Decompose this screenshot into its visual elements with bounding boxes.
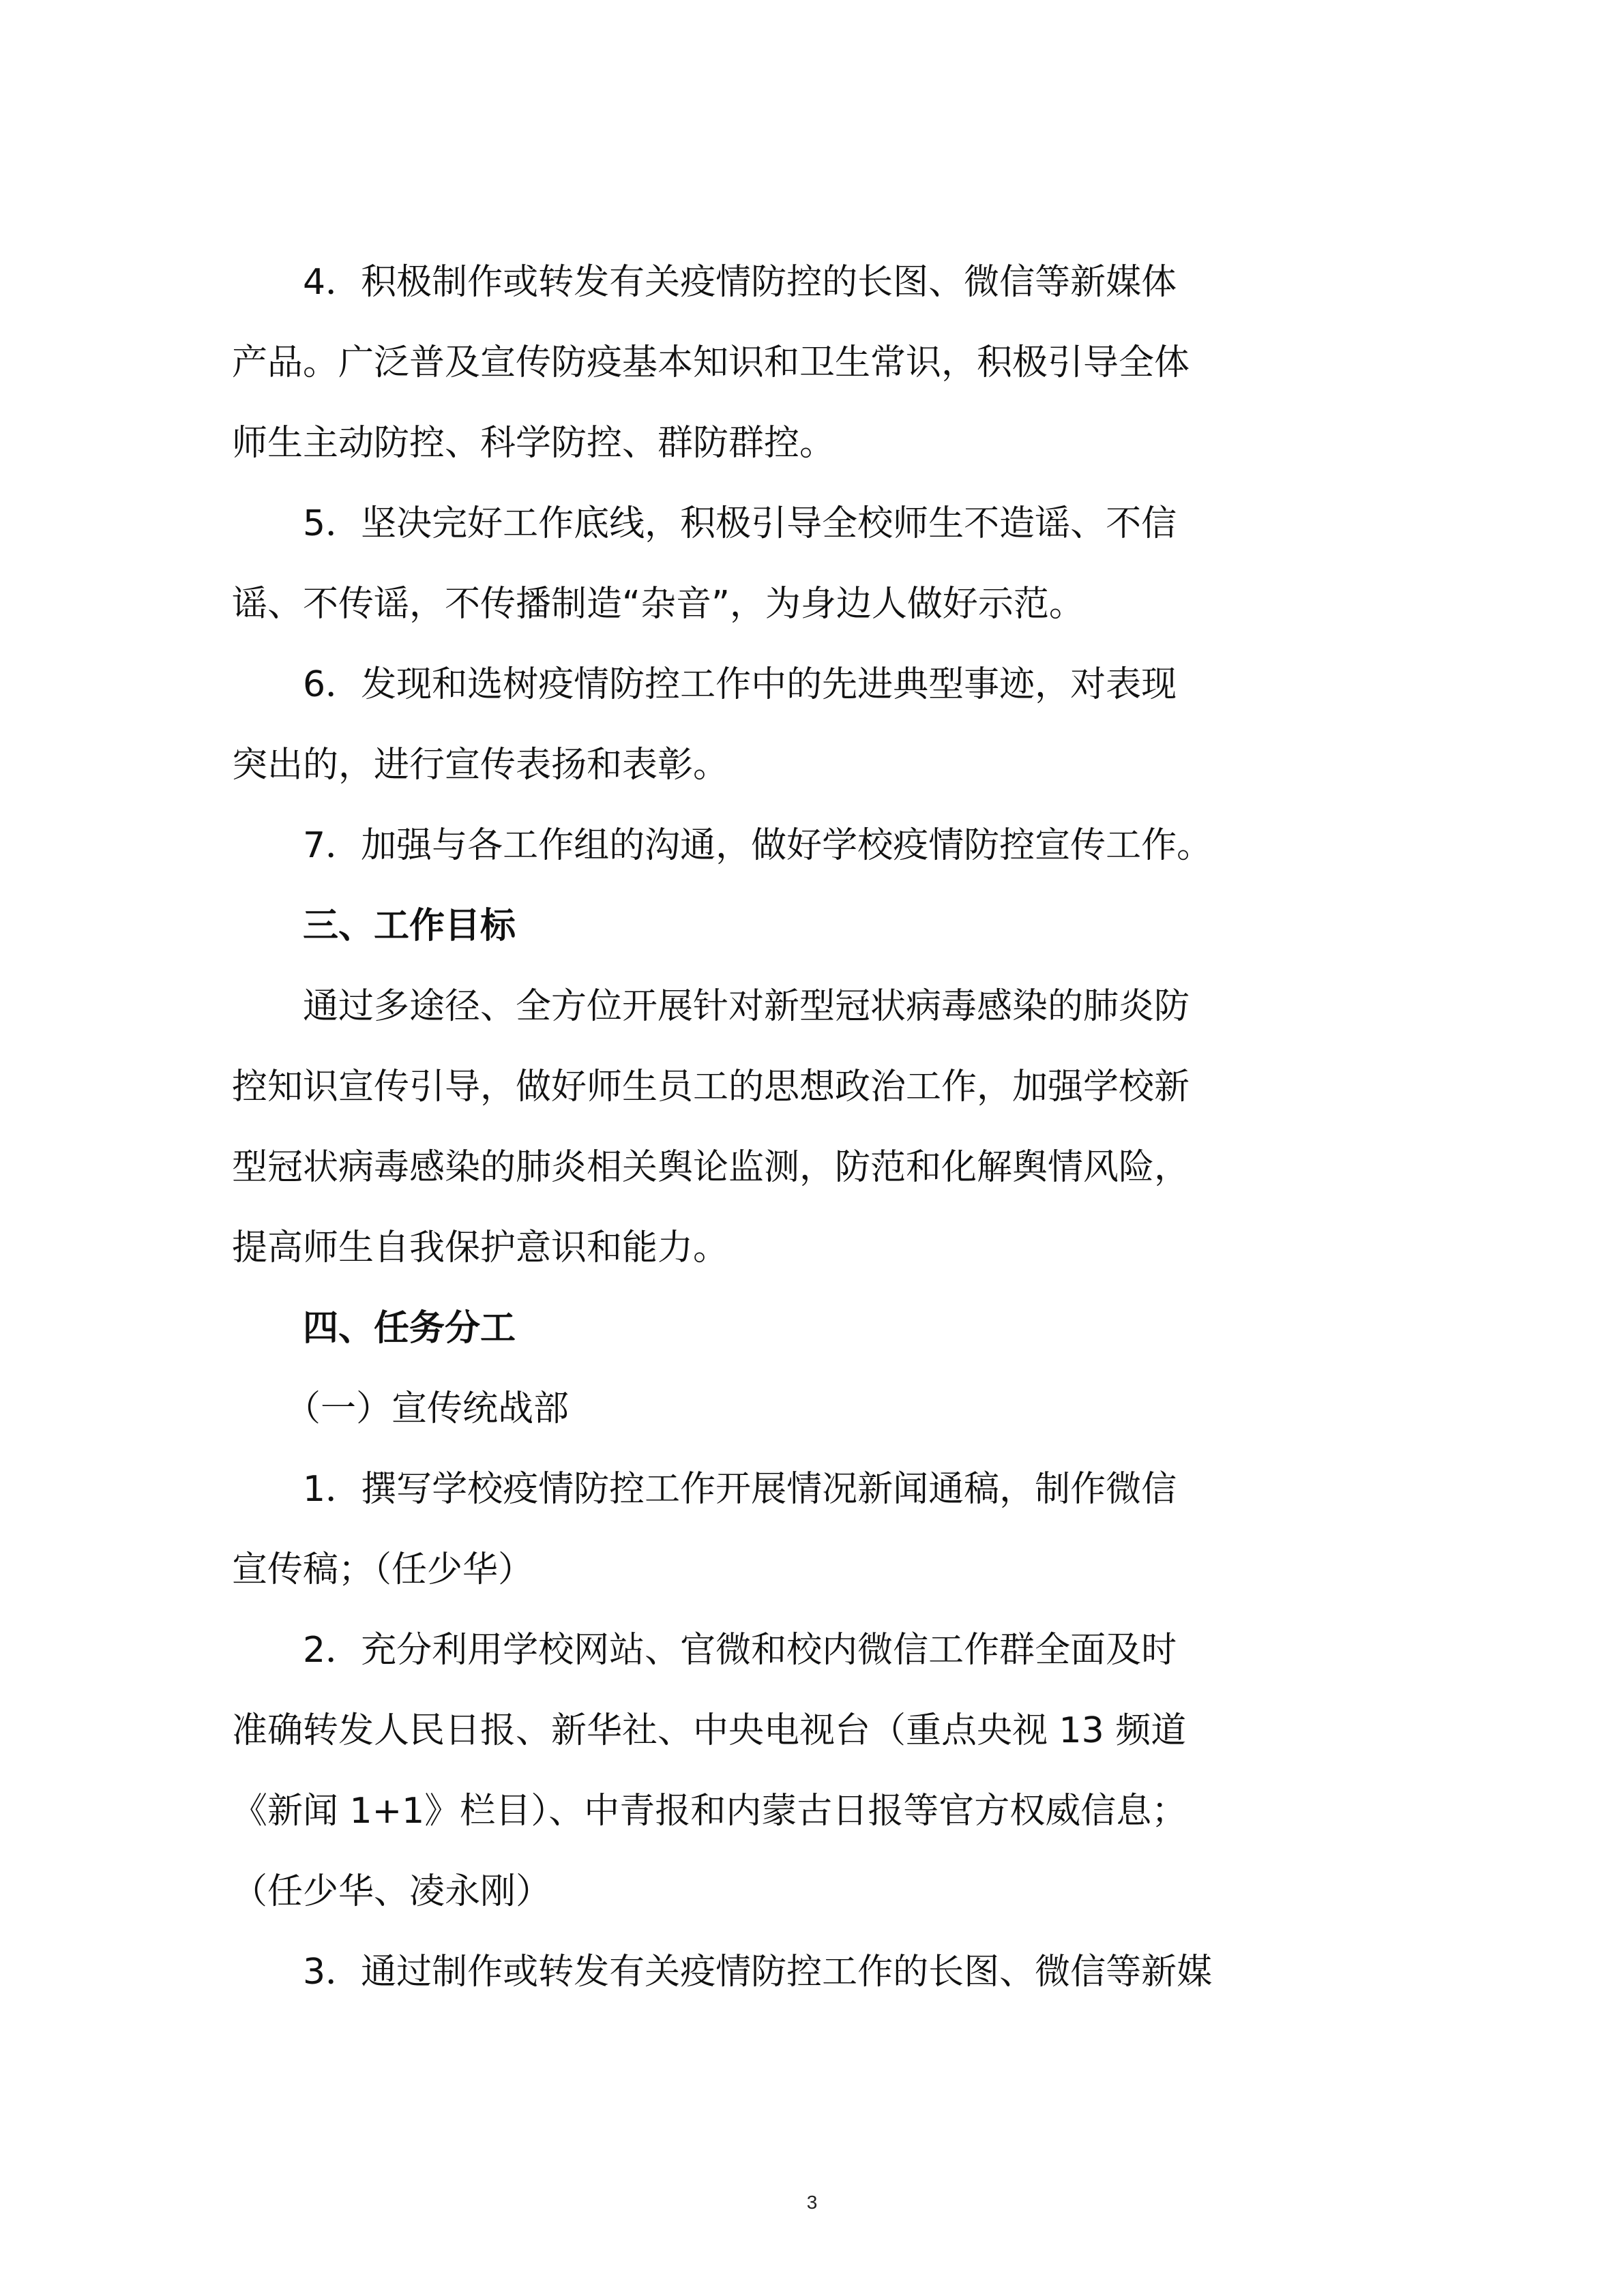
text-line: 宣传稿；（任少华） (232, 1549, 534, 1590)
text-line: 7．加强与各工作组的沟通，做好学校疫情防控宣传工作。 (232, 825, 1213, 866)
page-number: 3 (806, 2192, 818, 2213)
text-line: 突出的，进行宣传表扬和表彰。 (232, 745, 729, 786)
text-line: 型冠状病毒感染的肺炎相关舆论监测，防范和化解舆情风险， (232, 1147, 1190, 1188)
text-line: 控知识宣传引导，做好师生员工的思想政治工作，加强学校新 (232, 1067, 1190, 1107)
text-line: 提高师生自我保护意识和能力。 (232, 1227, 729, 1268)
text-line: 谣、不传谣，不传播制造“杂音”，为身边人做好示范。 (232, 584, 1084, 625)
section-heading: 三、工作目标 (232, 906, 516, 946)
text-line: 3．通过制作或转发有关疫情防控工作的长图、微信等新媒 (232, 1952, 1213, 1993)
text-line: 6．发现和选树疫情防控工作中的先进典型事迹，对表现 (232, 664, 1177, 705)
subsection-heading: （一）宣传统战部 (232, 1388, 570, 1429)
text-line: 师生主动防控、科学防控、群防群控。 (232, 423, 836, 464)
text-line: 5．坚决完好工作底线，积极引导全校师生不造谣、不信 (232, 503, 1177, 544)
text-line: 准确转发人民日报、新华社、中央电视台（重点央视 13 频道 (232, 1710, 1187, 1751)
section-heading: 四、任务分工 (232, 1308, 516, 1349)
text-line: 《新闻 1+1》栏目）、中青报和内蒙古日报等官方权威信息； (232, 1791, 1187, 1832)
text-line: （任少华、凌永刚） (232, 1871, 552, 1912)
text-line: 通过多途径、全方位开展针对新型冠状病毒感染的肺炎防 (232, 986, 1190, 1027)
text-line: 1．撰写学校疫情防控工作开展情况新闻通稿，制作微信 (232, 1469, 1177, 1510)
text-line: 4．积极制作或转发有关疫情防控的长图、微信等新媒体 (232, 262, 1177, 303)
text-line: 2．充分利用学校网站、官微和校内微信工作群全面及时 (232, 1630, 1177, 1671)
text-line: 产品。广泛普及宣传防疫基本知识和卫生常识，积极引导全体 (232, 342, 1190, 383)
